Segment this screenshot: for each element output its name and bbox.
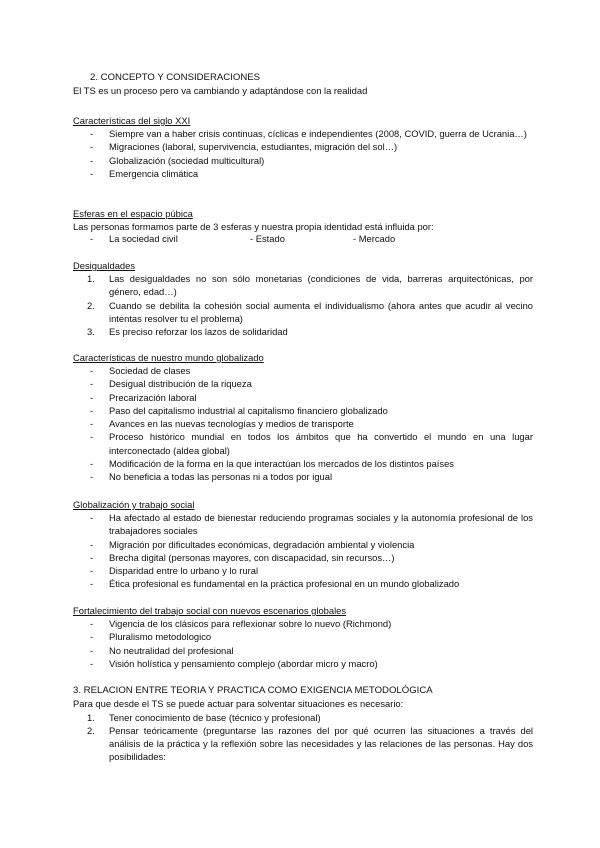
section-title-esferas: Esferas en el espacio púbica — [73, 208, 193, 219]
section-title-siglo: Características del siglo XXI — [73, 115, 191, 126]
list-item: - No beneficia a todas las personas ni a todos por igual — [73, 470, 533, 483]
esfera-sociedad-civil: La sociedad civil — [109, 233, 178, 245]
esfera-estado: - Estado — [250, 233, 285, 245]
list-item: - Proceso histórico mundial en todos los ámbitos que ha convertido el mundo en una lugar interconectado (aldea global) — [73, 430, 533, 457]
list-relacion — [73, 711, 533, 764]
section-relacion-teoria-practica — [73, 684, 533, 764]
list-item: - Visión holística y pensamiento complejo (abordar micro y macro) — [73, 657, 533, 670]
section-mundo-globalizado — [73, 351, 533, 484]
section-esferas — [73, 207, 533, 247]
section-title-mundo: Características de nuestro mundo globalizado — [73, 352, 264, 363]
list-item: 1. Las desigualdades no son sólo monetarias (condiciones de vida, barreras arquitectónicas, por género, edad…) — [87, 273, 533, 298]
list-item: - Pluralismo metodologico — [73, 630, 533, 643]
list-item: - Modificación de la forma en la que interactúan los mercados de los distintos países — [73, 457, 533, 470]
section-desigualdades — [73, 259, 533, 338]
section-title-fortalecimiento: Fortalecimiento del trabajo social con nuevos escenarios globales — [73, 605, 347, 616]
esferas-text: Las personas formamos parte de 3 esferas y nuestra propia identidad está influida por: — [73, 221, 434, 232]
list-item: - Paso del capitalismo industrial al capitalismo financiero globalizado — [73, 404, 533, 417]
relacion-text: Para que desde el TS se puede actuar para solventar situaciones es necesario: — [73, 698, 404, 710]
list-item: 2. Pensar teóricamente (preguntarse las razones del por qué ocurren las situaciones a través del análisis de la práctica y la reflexión sobre las necesidades y las relaciones de las personas. Hay dos posibilidades: — [87, 724, 533, 763]
intro-text: El TS es un proceso pero va cambiando y adaptándose con la realidad — [73, 85, 368, 96]
section-globalizacion-ts — [73, 498, 533, 591]
list-desigualdades — [73, 272, 533, 338]
list-item: - Ha afectado al estado de bienestar reduciendo programas sociales y la autonomía profesional de los trabajadores sociales — [73, 511, 533, 538]
list-item: 2. Cuando se debilita la cohesión social aumenta el individualismo (ahora antes que acudir al vecino intentas resolver tu el problema) — [87, 299, 533, 324]
list-fortalecimiento — [73, 617, 533, 670]
section-title-globalizacion: Globalización y trabajo social — [73, 499, 195, 510]
list-mundo — [73, 364, 533, 484]
esfera-mercado: - Mercado — [353, 233, 396, 245]
list-item: - Vigencia de los clásicos para reflexionar sobre lo nuevo (Richmond) — [73, 617, 533, 630]
section-title-desigualdades: Desigualdades — [73, 260, 136, 271]
section-heading-relacion: 3. RELACION ENTRE TEORIA Y PRACTICA COMO EXIGENCIA METODOLÓGICA — [73, 685, 433, 696]
esferas-row: - La sociedad civil - Estado - Mercado — [90, 233, 396, 245]
list-siglo — [73, 127, 533, 180]
list-item: - Siempre van a haber crisis continuas, cíclicas e independientes (2008, COVID, guerra de Ucrania…) — [73, 127, 533, 140]
list-item: - Brecha digital (personas mayores, con discapacidad, sin recursos…) — [73, 551, 533, 564]
list-item: - Globalización (sociedad multicultural) — [73, 154, 533, 167]
list-globalizacion — [73, 511, 533, 591]
list-item: - Ética profesional es fundamental en la práctica profesional en un mundo globalizado — [73, 577, 533, 590]
section-heading-concepto: 2. CONCEPTO Y CONSIDERACIONES — [90, 72, 261, 83]
list-item: - Avances en las nuevas tecnologías y medios de transporte — [73, 417, 533, 430]
list-item: - Migración por dificultades económicas, degradación ambiental y violencia — [73, 538, 533, 551]
section-siglo-xxi — [73, 114, 533, 180]
list-item: - Sociedad de clases — [73, 364, 533, 377]
list-item: - Migraciones (laboral, supervivencia, estudiantes, migración del sol…) — [73, 140, 533, 153]
list-item: - Disparidad entre lo urbano y lo rural — [73, 564, 533, 577]
list-item: - Emergencia climática — [73, 167, 533, 180]
list-item: - Desigual distribución de la riqueza — [73, 377, 533, 390]
section-fortalecimiento — [73, 604, 533, 670]
list-item: 1. Tener conocimiento de base (técnico y profesional) — [87, 711, 321, 723]
list-item: - No neutralidad del profesional — [73, 644, 533, 657]
list-item: - Precarización laboral — [73, 391, 533, 404]
list-item: 3. Es preciso reforzar los lazos de solidaridad — [87, 326, 288, 338]
